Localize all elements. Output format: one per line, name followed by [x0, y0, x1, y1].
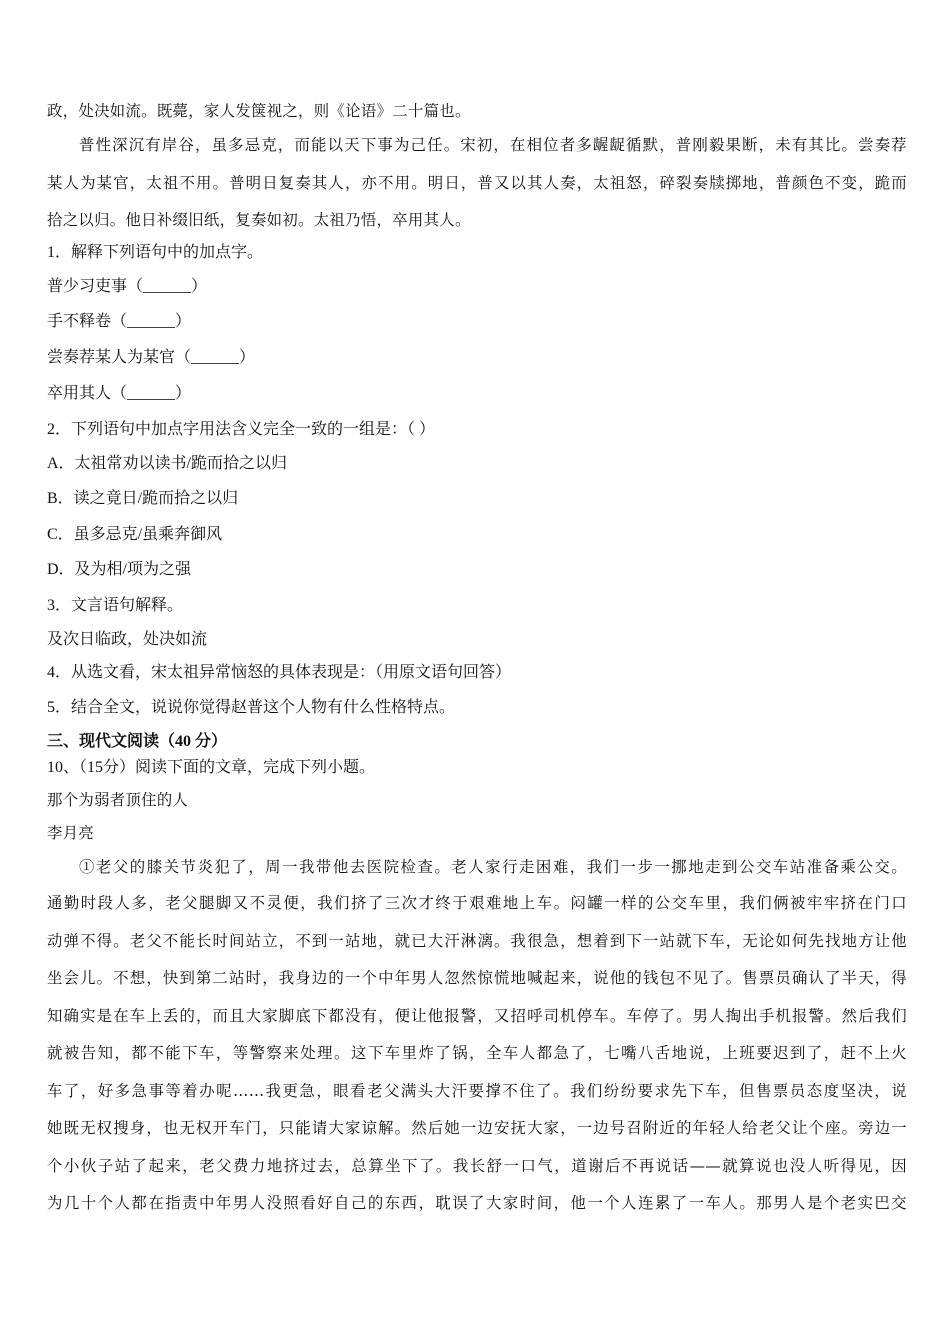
- passage-line: 坐会儿。不想，快到第二站时，我身边的一个中年男人忽然惊慌地喊起来，说他的钱包不见了。售票员确认了半天，得: [47, 969, 907, 987]
- passage-line: 车了，好多急事等着办呢……我更急，眼看老父满头大汗要撑不住了。我们纷纷要求先下车，但售票员态度坚决，说: [47, 1082, 907, 1100]
- question-2: 2．下列语句中加点字用法含义完全一致的一组是：（ ）: [47, 421, 436, 438]
- classical-text-line: 拾之以归。他日补缀旧纸，复奏如初。太祖乃悟，卒用其人。: [47, 211, 471, 229]
- question-2-option-c: C．虽多忌克/虽乘奔御风: [47, 526, 223, 543]
- classical-text-line: 政，处决如流。既薨，家人发箧视之，则《论语》二十篇也。: [47, 102, 471, 120]
- passage-line: 她既无权搜身，也无权开车门，只能请大家谅解。然后她一边安抚大家，一边号召附近的年轻人给老父让个座。旁边一: [47, 1119, 907, 1137]
- classical-text-line: 普性深沉有岸谷，虽多忌克，而能以天下事为己任。宋初，在相位者多龌龊循默，普刚毅果断，未有其比。尝奏荐: [79, 136, 907, 154]
- question-1-item: 手不释卷（______）: [47, 313, 192, 330]
- passage-line: 为几十个人都在指责中年男人没照看好自己的东西，耽误了大家时间，他一个人连累了一车人。那男人是个老实巴交: [47, 1194, 907, 1212]
- article-title: 那个为弱者顶住的人: [47, 791, 189, 809]
- question-1-item: 卒用其人（______）: [47, 385, 192, 402]
- question-1-item: 普少习吏事（______）: [47, 278, 208, 295]
- passage-line: 知确实是在车上丢的，而且大家脚底下都没有，便让他报警，又招呼司机停车。车停了。男人掏出手机报警。然后我们: [47, 1007, 907, 1025]
- question-1-item: 尝奏荐某人为某官（______）: [47, 349, 256, 366]
- passage-line: ①老父的膝关节炎犯了，周一我带他去医院检查。老人家行走困难，我们一步一挪地走到公交车站准备乘公交。: [79, 858, 907, 876]
- classical-text-line: 某人为某官，太祖不用。普明日复奏其人，亦不用。明日，普又以其人奏，太祖怒，碎裂奏牍掷地，普颜色不变，跪而: [47, 174, 907, 192]
- question-5: 5．结合全文，说说你觉得赵普这个人物有什么性格特点。: [47, 699, 456, 716]
- article-author: 李月亮: [47, 824, 95, 842]
- passage-line: 通勤时段人多，老父腿脚又不灵便，我们挤了三次才终于艰难地上车。闷罐一样的公交车里，我们俩被牢牢挤在门口: [47, 894, 907, 912]
- question-3-sentence: 及次日临政，处决如流: [47, 631, 208, 648]
- question-4: 4．从选文看，宋太祖异常恼怒的具体表现是：（用原文语句回答）: [47, 664, 512, 681]
- passage-line: 动弹不得。老父不能长时间站立，不到一站地，就已大汗淋漓。我很急，想着到下一站就下车，无论如何先找地方让他: [47, 932, 907, 950]
- question-2-option-d: D．及为相/项为之强: [47, 561, 192, 578]
- question-10-prompt: 10、（15分）阅读下面的文章，完成下列小题。: [47, 759, 376, 776]
- question-3: 3．文言语句解释。: [47, 597, 184, 614]
- passage-line: 个小伙子站了起来，老父费力地挤过去，总算坐下了。我长舒一口气，道谢后不再说话——就算说也没人听得见，因: [47, 1157, 907, 1175]
- passage-line: 就被告知，都不能下车，等警察来处理。这下车里炸了锅，全车人都急了，七嘴八舌地说，上班要迟到了，赶不上火: [47, 1044, 907, 1062]
- question-1: 1．解释下列语句中的加点字。: [47, 244, 264, 261]
- section-heading: 三、现代文阅读（40 分）: [47, 733, 228, 750]
- question-2-option-a: A．太祖常劝以读书/跪而拾之以归: [47, 455, 288, 472]
- question-2-option-b: B．读之竟日/跪而拾之以归: [47, 490, 239, 507]
